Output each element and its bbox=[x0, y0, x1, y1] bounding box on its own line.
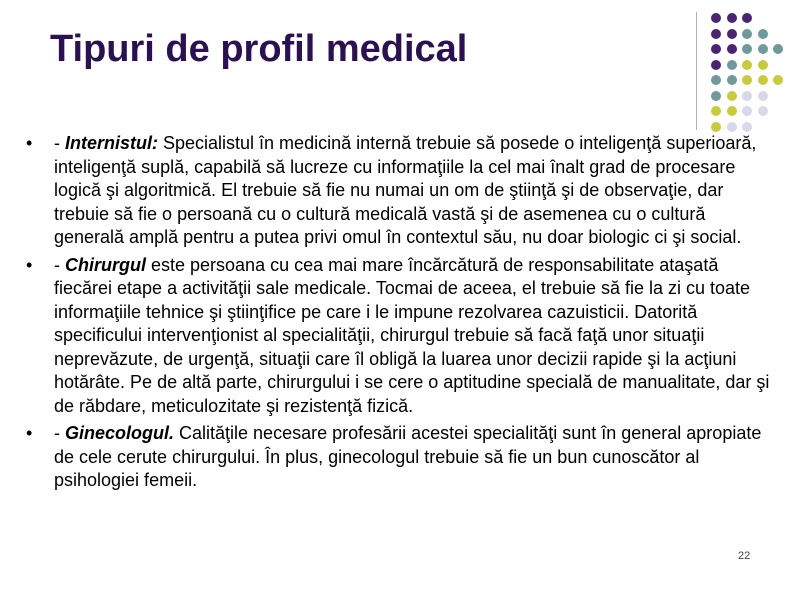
bullet-prefix: - bbox=[54, 254, 65, 275]
page-number: 22 bbox=[738, 550, 751, 562]
decorative-dot bbox=[742, 60, 752, 70]
decorative-dot bbox=[727, 44, 737, 54]
decorative-dot bbox=[742, 106, 752, 116]
decorative-dot bbox=[727, 75, 737, 85]
decorative-dot bbox=[742, 91, 752, 101]
bullet-list bbox=[26, 132, 778, 497]
decorative-dot bbox=[742, 122, 752, 132]
bullet-item-ginecolog bbox=[26, 422, 778, 493]
decorative-dot bbox=[727, 106, 737, 116]
slide-title: Tipuri de profil medical bbox=[50, 28, 468, 70]
decorative-dot bbox=[711, 106, 721, 116]
decorative-dot bbox=[711, 60, 721, 70]
decorative-dot bbox=[711, 75, 721, 85]
decorative-dot bbox=[773, 75, 783, 85]
term-chirurgul: Chirurgul bbox=[65, 254, 146, 275]
decorative-dot bbox=[758, 106, 768, 116]
decorative-dot bbox=[711, 29, 721, 39]
bullet-text: este persoana cu cea mai mare încărcătură de responsabilitate ataşată fiecărei etape a activităţii sale medicale. Tocmai de aceea, el trebuie să fie la zi cu toate informaţiile tehnice şi ştiinţifice pe care i le impune rezolvarea cazuisticii. Datorită specificului intervenţionist al specialităţii, chirurgul trebuie să facă faţă unor situaţii neprevăzute, de urgenţă, situaţii care îl obligă la luarea unor decizii rapide şi la acţiuni hotărâte. Pe de altă parte, chirurgului i se cere o aptitudine specială de manualitate, dar şi de răbdare, meticulozitate şi rezistenţă fizică. bbox=[54, 254, 770, 416]
decorative-dot bbox=[727, 29, 737, 39]
decorative-dot bbox=[727, 60, 737, 70]
decorative-dot bbox=[773, 44, 783, 54]
term-internistul: Internistul: bbox=[65, 133, 158, 153]
decorative-dot bbox=[742, 44, 752, 54]
decorative-dot bbox=[711, 91, 721, 101]
decorative-dot bbox=[711, 122, 721, 132]
bullet-text: Specialistul în medicină internă trebuie să posede o inteligenţă superioară, inteligenţă suplă, capabilă să lucreze cu informaţiile la cel mai înalt grad de procesare logică şi algoritmică. El trebuie să fie nu numai un om de ştiinţă şi de observaţie, dar trebuie să fie o persoană cu o cultură medicală vastă şi de asemenea cu o cultură generală amplă pentru a putea privi omul în contextul său, nu doar biologic ci şi social. bbox=[54, 133, 757, 247]
bullet-prefix: - bbox=[54, 423, 65, 443]
decorative-dot bbox=[758, 75, 768, 85]
decorative-dot bbox=[758, 29, 768, 39]
decorative-dot bbox=[758, 60, 768, 70]
decorative-dot bbox=[758, 91, 768, 101]
bullet-item-internist bbox=[26, 132, 778, 250]
decorative-dot bbox=[742, 75, 752, 85]
decorative-dot bbox=[711, 44, 721, 54]
decorative-dot bbox=[758, 44, 768, 54]
decorative-dot-grid bbox=[0, 0, 800, 140]
bullet-item-chirurg bbox=[26, 254, 778, 419]
decorative-dot bbox=[727, 91, 737, 101]
bullet-icon: • bbox=[26, 133, 33, 153]
decorative-dot bbox=[742, 13, 752, 23]
bullet-icon: • bbox=[26, 423, 33, 443]
bullet-text: Calităţile necesare profesării acestei specialităţi sunt în general apropiate de cele cerute chirurgului. În plus, ginecologul trebuie să fie un bun cunoscător al psihologiei femeii. bbox=[54, 423, 762, 490]
decorative-dot bbox=[727, 13, 737, 23]
decorative-dot bbox=[742, 29, 752, 39]
decorative-dot bbox=[727, 122, 737, 132]
decorative-dot bbox=[711, 13, 721, 23]
bullet-prefix: - bbox=[54, 133, 65, 153]
term-ginecologul: Ginecologul. bbox=[65, 423, 175, 443]
bullet-icon: • bbox=[26, 254, 33, 275]
